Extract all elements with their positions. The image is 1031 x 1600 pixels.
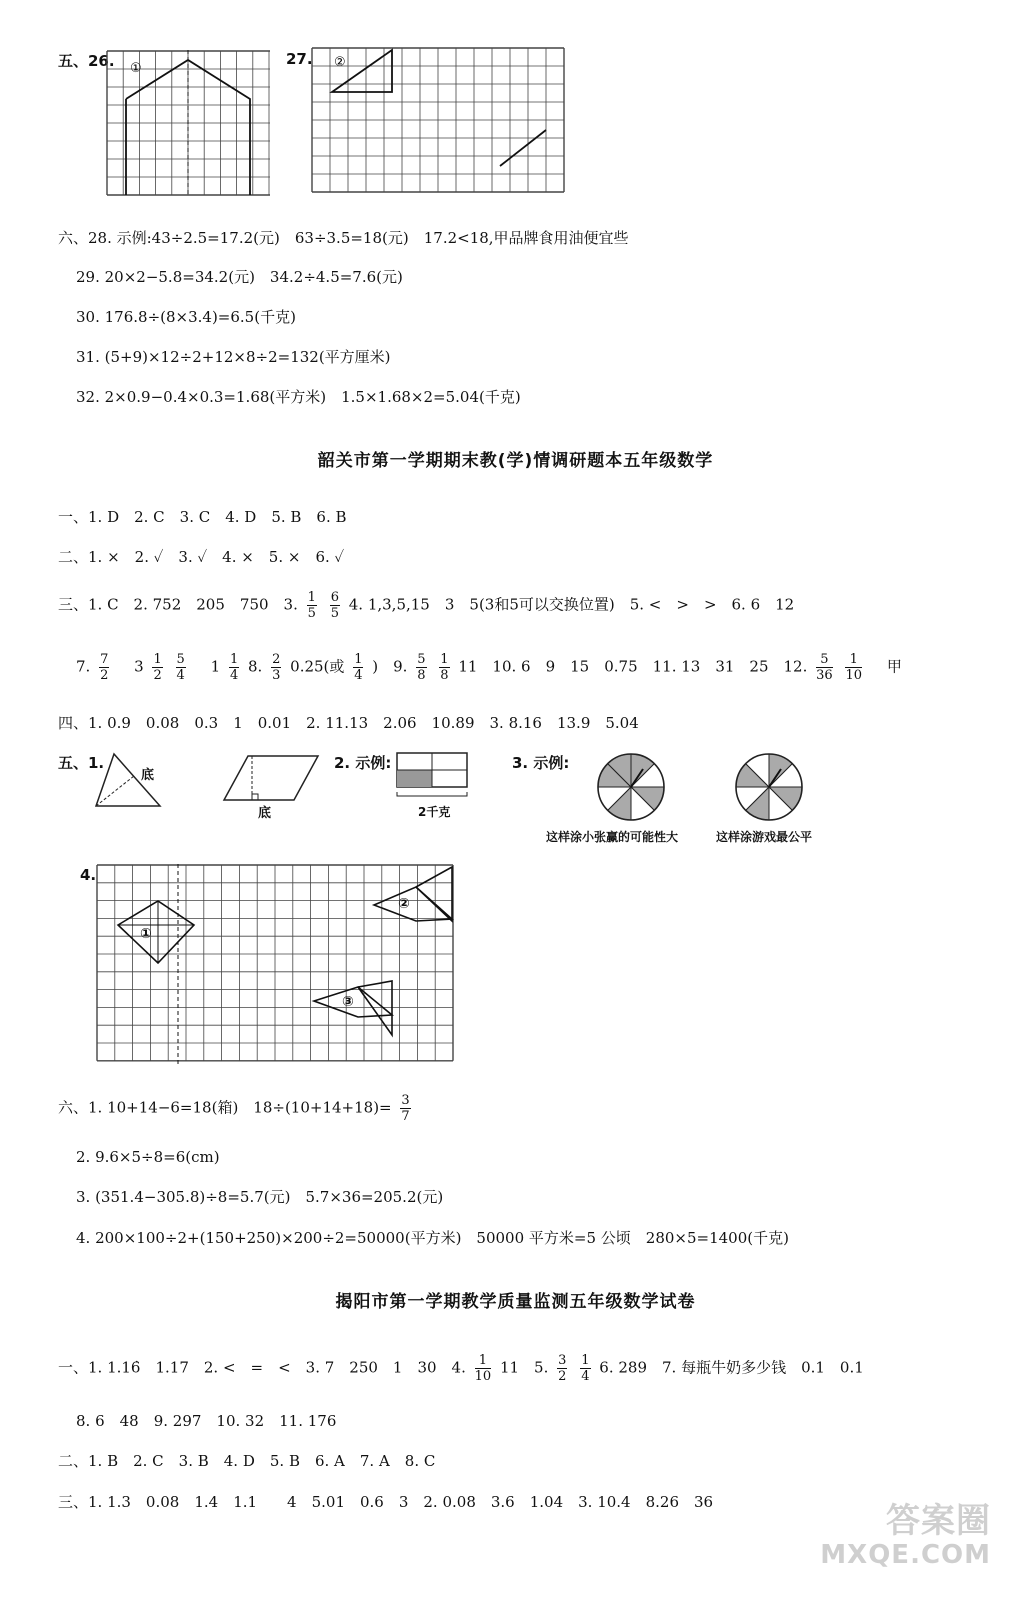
text: 一、1. 1.16̇ 1.17 2. < = < 3. 7 250 1 30 4. bbox=[58, 1358, 466, 1377]
q4-label: 4. bbox=[80, 866, 97, 884]
s2-part2: 二、1. B 2. C 3. B 4. D 5. B 6. A 7. A 8. C bbox=[58, 1452, 436, 1470]
fraction: $\frac{5}{8}$ bbox=[417, 652, 426, 683]
text: 六、1. 10+14−6=18(箱) 18÷(10+14+18)= bbox=[58, 1098, 392, 1117]
question-26-label: 五、26. bbox=[58, 52, 115, 70]
fraction: $\frac{3}{7}$ bbox=[401, 1093, 410, 1124]
shape-2-label: ② bbox=[398, 896, 410, 912]
text: 11 5. bbox=[499, 1358, 549, 1377]
answer-28: 六、28. 示例:43÷2.5=17.2(元) 63÷3.5=18(元) 17.2<18,甲品牌食用油便宜些 bbox=[58, 229, 629, 247]
fraction: $\frac{1}{4}$ bbox=[581, 1353, 590, 1384]
watermark bbox=[820, 1501, 991, 1572]
base-label-2: 底 bbox=[258, 806, 272, 821]
s2-part1-line2: 8. 6 48 9. 297 10. 32 11. 176 bbox=[76, 1412, 337, 1430]
spinner-2-caption: 这样涂游戏最公平 bbox=[716, 830, 813, 844]
parallelogram-figure bbox=[222, 754, 322, 804]
s1-part6-line4: 4. 200×100÷2+(150+250)×200÷2=50000(平方米) 50000 平方米=5 公顷 280×5=1400(千克) bbox=[76, 1229, 789, 1247]
answer-30: 30. 176.8÷(8×3.4)=6.5(千克) bbox=[76, 308, 296, 326]
fraction: $\frac{7}{2}$ bbox=[100, 652, 109, 683]
fraction: $\frac{1}{4}$ bbox=[354, 652, 363, 683]
spinner-1 bbox=[596, 752, 666, 822]
grid-figure-1 bbox=[106, 50, 270, 196]
s1-part1: 一、1. D 2. C 3. C 4. D 5. B 6. B bbox=[58, 508, 347, 526]
base-label: 底 bbox=[141, 768, 155, 783]
grid-figure-2 bbox=[310, 46, 566, 196]
shape-3-label: ③ bbox=[342, 994, 354, 1010]
fraction: $\frac{5}{4}$ bbox=[176, 652, 185, 683]
s2-part1-line1 bbox=[58, 1353, 864, 1384]
kite-3-tail bbox=[358, 981, 392, 1035]
answer-29: 29. 20×2−5.8=34.2(元) 34.2÷4.5=7.6(元) bbox=[76, 268, 403, 286]
fraction: $\frac{2}{3}$ bbox=[272, 652, 281, 683]
s1-part3-line1 bbox=[58, 590, 794, 621]
example-2-label: 2. 示例: bbox=[334, 754, 392, 772]
grid-figure-3 bbox=[96, 864, 454, 1064]
example-3-label: 3. 示例: bbox=[512, 754, 570, 772]
s1-part6-line1 bbox=[58, 1093, 415, 1124]
text: 0.25(或 bbox=[290, 657, 345, 676]
triangle-moved bbox=[500, 130, 546, 166]
text: 甲 bbox=[886, 657, 902, 676]
question-27-label: 27. bbox=[286, 50, 313, 68]
section-title-jieyang: 揭阳市第一学期教学质量监测五年级数学试卷 bbox=[335, 1292, 696, 1312]
fraction: $\frac{1}{10}$ bbox=[845, 652, 863, 683]
shape-1-label: ① bbox=[140, 926, 152, 942]
fraction: $\frac{5}{36}$ bbox=[816, 652, 833, 683]
section-title-shaoguan: 韶关市第一学期期末教(学)情调研题本五年级数学 bbox=[317, 451, 714, 471]
s1-part5-label: 五、1. bbox=[58, 754, 105, 772]
text: 7. bbox=[76, 657, 91, 676]
fraction: $\frac{1}{8}$ bbox=[440, 652, 449, 683]
text: 4. 1,3,5,15 3 5(3和5可以交换位置) 5. < > > 6. 6 12 bbox=[348, 595, 795, 614]
triangle-figure bbox=[94, 752, 174, 810]
s1-part4: 四、1. 0.9 0.08 0.3 1 0.01 2. 11.13 2.06 10.89 3. 8.16 13.9 5.04 bbox=[58, 714, 639, 732]
fraction: $\frac{6}{5}$ bbox=[330, 590, 339, 621]
text: ) 9. bbox=[372, 657, 408, 676]
text: 三、1. C 2. 752 205 750 3. bbox=[58, 595, 298, 614]
watermark-line1: 答案圈 bbox=[886, 1501, 991, 1541]
text: 8. bbox=[248, 657, 263, 676]
text: 11 10. 6 9 15 0.75 11. 13 31 25 12. bbox=[458, 657, 808, 676]
watermark-line2: MXQE.COM bbox=[820, 1540, 991, 1570]
s1-part2: 二、1. × 2. ✓ 3. ✓ 4. × 5. × 6. ✓ bbox=[58, 548, 345, 566]
fraction: $\frac{3}{2}$ bbox=[558, 1353, 567, 1384]
fraction: $\frac{1}{5}$ bbox=[307, 590, 316, 621]
s1-part6-line2: 2. 9.6×5÷8=6(cm) bbox=[76, 1148, 220, 1166]
figure-2-label: ② bbox=[334, 55, 346, 70]
spinner-2 bbox=[734, 752, 804, 822]
answer-31: 31. (5+9)×12÷2+12×8÷2=132(平方厘米) bbox=[76, 348, 391, 366]
text: 1 bbox=[210, 657, 221, 676]
fraction: $\frac{1}{4}$ bbox=[229, 652, 239, 683]
weight-label: 2千克 bbox=[418, 805, 451, 819]
s2-part3: 三、1. 1.3 0.08 1.4 1.1 4 5.01 0.6 3 2. 0.08 3.6 1.04 3. 10.4 8.26 36 bbox=[58, 1493, 714, 1511]
s1-part3-line2 bbox=[76, 652, 902, 683]
text: 3 bbox=[134, 657, 144, 676]
spinner-1-caption: 这样涂小张赢的可能性大 bbox=[546, 830, 679, 844]
fraction: $\frac{1}{2}$ bbox=[153, 652, 162, 683]
text: 6. 289 7. 每瓶牛奶多少钱 0.1 0.1 bbox=[599, 1358, 864, 1377]
s1-part6-line3: 3. (351.4−305.8)÷8=5.7(元) 5.7×36=205.2(元) bbox=[76, 1188, 444, 1206]
fraction: $\frac{1}{10}$ bbox=[474, 1353, 492, 1384]
kite-2-tail bbox=[416, 867, 452, 921]
figure-1-label: ① bbox=[130, 61, 142, 76]
answer-32: 32. 2×0.9−0.4×0.3=1.68(平方米) 1.5×1.68×2=5.04(千克) bbox=[76, 388, 521, 406]
kite-2 bbox=[374, 887, 452, 921]
bar-shading-figure bbox=[396, 752, 470, 802]
